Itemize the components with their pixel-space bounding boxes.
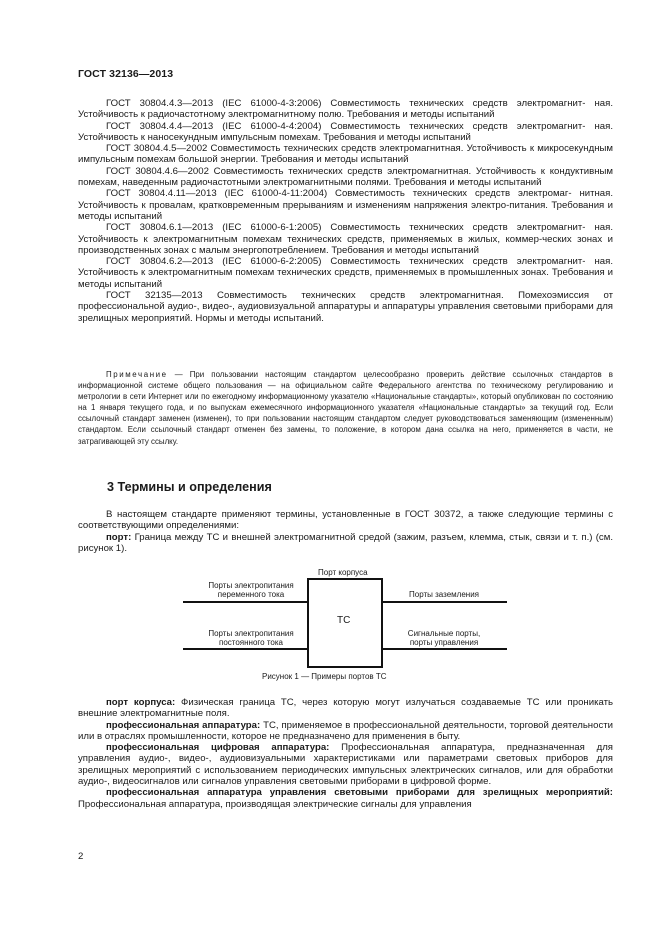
- reference-line: ГОСТ 30804.4.4—2013 (IEC 61000-4-4:2004) Совместимость технических средств электромагнит-: [106, 120, 586, 132]
- document-header: ГОСТ 32136—2013: [78, 68, 174, 80]
- reference-line: микросекундным импульсным помехам большой энергии. Требования и методы испытаний: [78, 143, 613, 166]
- term-definition: [78, 720, 613, 743]
- term-definition: [78, 787, 613, 810]
- figure-box-label: ТС: [337, 615, 351, 626]
- term-name: профессиональная аппаратура:: [106, 719, 261, 731]
- reference-line: ная. Устойчивость к наносекундным импульсным помехам. Требования и методы испытаний: [78, 120, 613, 143]
- page-number: 2: [78, 851, 84, 862]
- figure-line-signal: [383, 648, 507, 650]
- figure-label-line: переменного тока: [217, 590, 285, 599]
- reference-line: ГОСТ 32135—2013 Совместимость технических средств электромагнитная. Помехоэмиссия от: [106, 290, 613, 302]
- term-name: профессиональная цифровая аппаратура:: [106, 742, 330, 754]
- reference-line: профессиональной аудио-, видео-, аудиовизуальной аппаратуры и аппаратуры управления световыми приборами для зрелищных мероприятий. Нормы и методы испытаний.: [78, 301, 613, 324]
- references-list: [78, 98, 613, 324]
- term-text: Граница между ТС и внешней электромагнитной средой (зажим, разъем, клемма, стык, связи и т. п.) (см. рисунок 1).: [78, 531, 613, 554]
- figure-label-ac-ports: [200, 581, 302, 599]
- figure-label-line: постоянного тока: [219, 638, 283, 647]
- reference-item: [78, 121, 613, 144]
- reference-line: ГОСТ 30804.6.1—2013 (IEC 61000-6-1:2005) Совместимость технических средств электромагнит-: [106, 222, 586, 234]
- term-text: Профессиональная аппаратура, производящая электрические сигналы для управления: [78, 798, 472, 810]
- reference-item: [78, 166, 613, 189]
- figure-line-dc: [183, 648, 307, 650]
- note-paragraph: [78, 369, 613, 447]
- reference-line: ГОСТ 30804.4.5—2002 Совместимость технических средств электромагнитная. Устойчивость к: [106, 143, 535, 155]
- figure-label-line: Порты электропитания: [208, 581, 294, 590]
- reference-item: [78, 290, 613, 324]
- reference-line: ГОСТ 30804.4.3—2013 (IEC 61000-4-3:2006) Совместимость технических средств электромагнит-: [106, 98, 586, 109]
- term-text: Физическая граница ТС, через которую могут излучаться создаваемые ТС или проникать внешние электромагнитные поля.: [78, 697, 613, 720]
- figure-label-dc-ports: [200, 629, 302, 647]
- term-name: порт корпуса:: [106, 697, 176, 708]
- term-text: ТС, применяемое в профессиональной деятельности, торговой деятельности или в отраслях промышленности, которое не предназначено для применения в быту.: [78, 719, 613, 742]
- term-definition: [78, 742, 613, 787]
- term-definition: [78, 697, 613, 720]
- term-text: Профессиональная аппаратура, предназначенная для управления аудио-, видео-, аудиовизуальными характеристиками или параметрами световых приборов для зрелищных мероприятий с использованием периодических импульсных электрических сигналов, или для обработки аудио-, видеосигналов или сигналов управления световыми приборами в цифровой форме.: [78, 742, 613, 788]
- reference-line: ГОСТ 30804.4.11—2013 (IEC 61000-4-11:2004) Совместимость технических средств электромаг-: [106, 188, 572, 200]
- note-text: — При пользовании настоящим стандартом целесообразно проверить действие ссылочных стандартов в информационной системе общего пользования — на официальном сайте Федерального агентства по техническому регулированию и метрологии в сети Интернет или по ежегодному информационному указателю «Национальные стандарты», который опубликован по состоянию на 1 января текущего года, и по выпускам ежемесячного информационного указателя «Национальные стандарты» за текущий год. Если ссылочный стандарт заменен (изменен), то при пользовании настоящим стандартом следует руководствоваться заменяющим (измененным) стандартом. Если ссылочный стандарт отменен без замены, то положение, в котором дана ссылка на него, применяется в части, не затрагивающей эту ссылку.: [78, 370, 613, 446]
- reference-line: ная. Устойчивость к электромагнитным помехам технических средств, применяемых в жилых, коммер-ческих зонах и производственных зонах с малым энергопотреблением. Требования и методы испытаний: [78, 222, 613, 256]
- figure-line-ac: [183, 601, 307, 603]
- figure-caption: Рисунок 1 — Примеры портов ТС: [262, 672, 387, 681]
- reference-line: ГОСТ 30804.4.6—2002 Совместимость технических средств электромагнитная. Устойчивость к: [106, 165, 545, 177]
- definitions-list: [78, 697, 613, 810]
- figure-label-signal-ports: [396, 629, 492, 647]
- term-name: профессиональная аппаратура управления световыми приборами для зрелищных мероприятий:: [106, 787, 613, 799]
- reference-line: ная. Устойчивость к радиочастотному электромагнитному полю. Требования и методы испытаний: [78, 98, 613, 121]
- section-heading: 3 Термины и определения: [107, 480, 272, 494]
- reference-item: [78, 98, 613, 121]
- reference-line: ГОСТ 30804.6.2—2013 (IEC 61000-6-2:2005) Совместимость технических средств электромагнит-: [106, 256, 586, 268]
- reference-line: нитная. Устойчивость к провалам, кратковременным прерываниям и изменениям напряжения электро-питания. Требования и методы испытаний: [78, 188, 613, 222]
- reference-item: [78, 143, 613, 166]
- figure-label-enclosure-port: Порт корпуса: [318, 568, 368, 577]
- reference-line: кондуктивным помехам, наведенным радиочастотными электромагнитными полями. Требования и методы испытаний: [78, 165, 613, 189]
- term-definition: [78, 532, 613, 555]
- figure-label-line: порты управления: [409, 638, 479, 647]
- note-label: Примечание: [106, 370, 168, 379]
- figure-line-ground: [383, 601, 507, 603]
- figure-label-ground-ports: Порты заземления: [409, 590, 479, 599]
- reference-line: ная. Устойчивость к электромагнитным помехам технических средств, применяемых в промышленных зонах. Требования и методы испытаний: [78, 256, 613, 290]
- term-name: порт:: [106, 531, 132, 543]
- reference-item: [78, 256, 613, 290]
- reference-item: [78, 188, 613, 222]
- section-intro: [78, 509, 613, 554]
- figure-label-line: Порты электропитания: [208, 629, 294, 638]
- reference-item: [78, 222, 613, 256]
- figure-label-line: Сигнальные порты,: [407, 629, 481, 638]
- intro-paragraph: В настоящем стандарте применяют термины, установленные в ГОСТ 30372, а также следующие термины с соответствующими определениями:: [78, 509, 613, 532]
